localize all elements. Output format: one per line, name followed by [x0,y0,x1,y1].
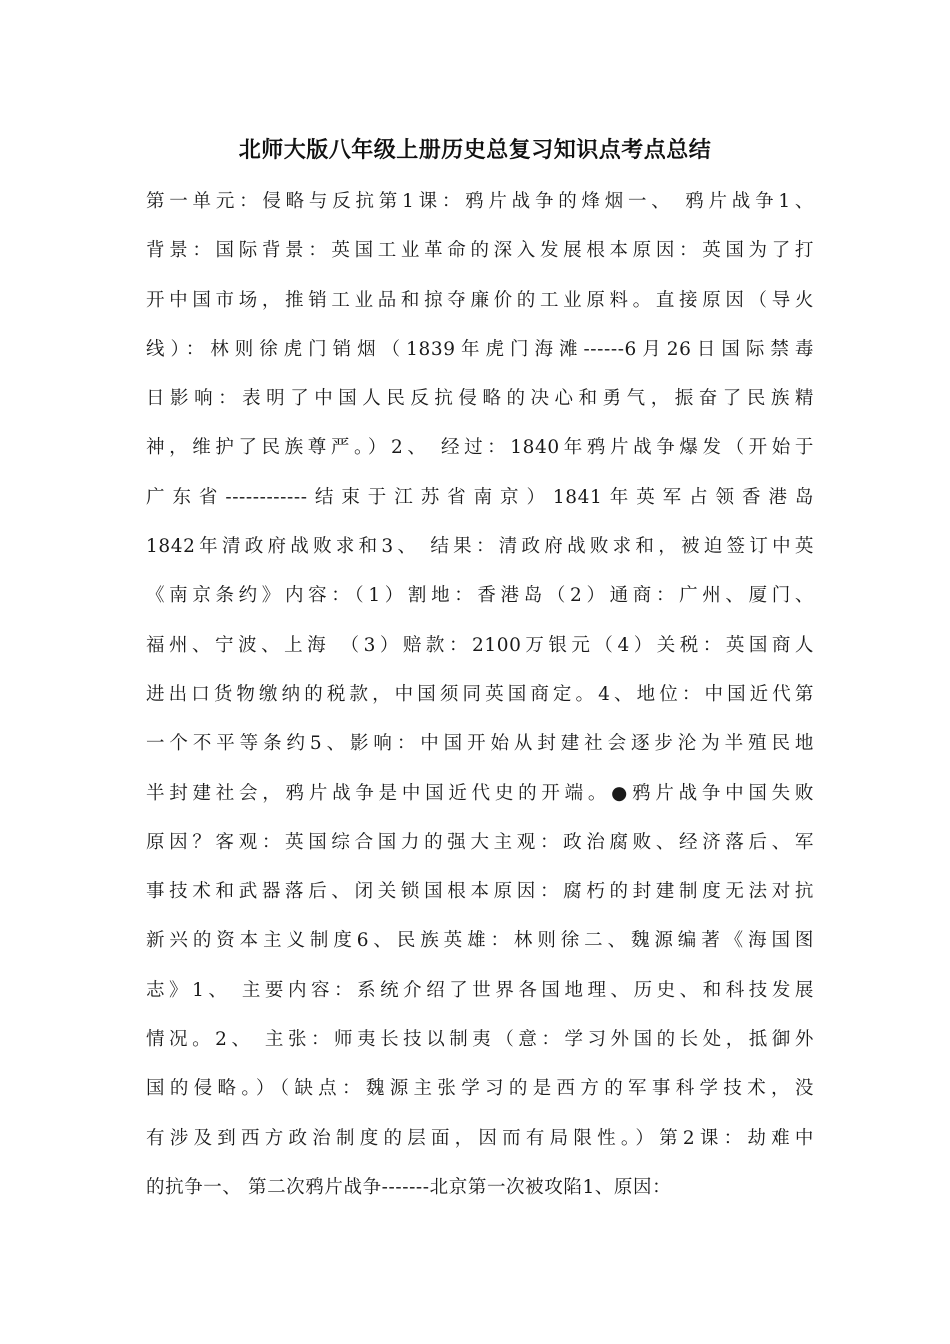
body-line: 开中国市场，推销工业品和掠夺廉价的工业原料。直接原因（导火 [146,289,814,311]
body-line: 的抗争一、 第二次鸦片战争-------北京第一次被攻陷1、原因： [146,1176,672,1198]
body-line: 国的侵略。）（缺点：魏源主张学习的是西方的军事科学技术，没 [146,1078,814,1100]
body-line: 背景：国际背景：英国工业革命的深入发展根本原因：英国为了打 [146,240,814,262]
body-line: 《南京条约》内容：（1）割地：香港岛（2）通商：广州、厦门、 [146,585,814,607]
body-line: 神，维护了民族尊严。）2、 经过：1840年鸦片战争爆发（开始于 [146,437,814,459]
body-line: 第一单元：侵略与反抗第1课：鸦片战争的烽烟一、 鸦片战争1、 [146,191,814,212]
body-line: 进出口货物缴纳的税款，中国须同英国商定。4、地位：中国近代第 [146,683,814,705]
body-line: 广东省------------结束于江苏省南京）1841年英军占领香港岛 [146,486,814,508]
body-line: 福州、宁波、上海 （3）赔款：2100万银元（4）关税：英国商人 [146,634,814,656]
body-line: 原因？客观：英国综合国力的强大主观：政治腐败、经济落后、军 [146,831,814,853]
body-line: 情况。2、 主张：师夷长技以制夷（意：学习外国的长处，抵御外 [146,1029,814,1051]
body-line: 事技术和武器落后、闭关锁国根本原因：腐朽的封建制度无法对抗 [146,881,814,903]
body-line: 线）：林则徐虎门销烟（1839年虎门海滩------6月26日国际禁毒 [146,338,814,360]
body-line: 日影响：表明了中国人民反抗侵略的决心和勇气，振奋了民族精 [146,388,814,410]
body-line: 一个不平等条约5、影响：中国开始从封建社会逐步沦为半殖民地 [146,733,814,755]
body-line: 志》1、 主要内容：系统介绍了世界各国地理、历史、和科技发展 [146,979,814,1001]
body-line: 1842年清政府战败求和3、 结果：清政府战败求和，被迫签订中英 [146,536,814,558]
document-title: 北师大版八年级上册历史总复习知识点考点总结 [238,138,712,163]
body-line: 新兴的资本主义制度6、民族英雄：林则徐二、魏源编著《海国图 [146,930,814,952]
body-line: 有涉及到西方政治制度的层面，因而有局限性。）第2课：劫难中 [146,1127,814,1149]
body-line: 半封建社会，鸦片战争是中国近代史的开端。●鸦片战争中国失败 [146,782,814,804]
document-body [146,182,814,1217]
